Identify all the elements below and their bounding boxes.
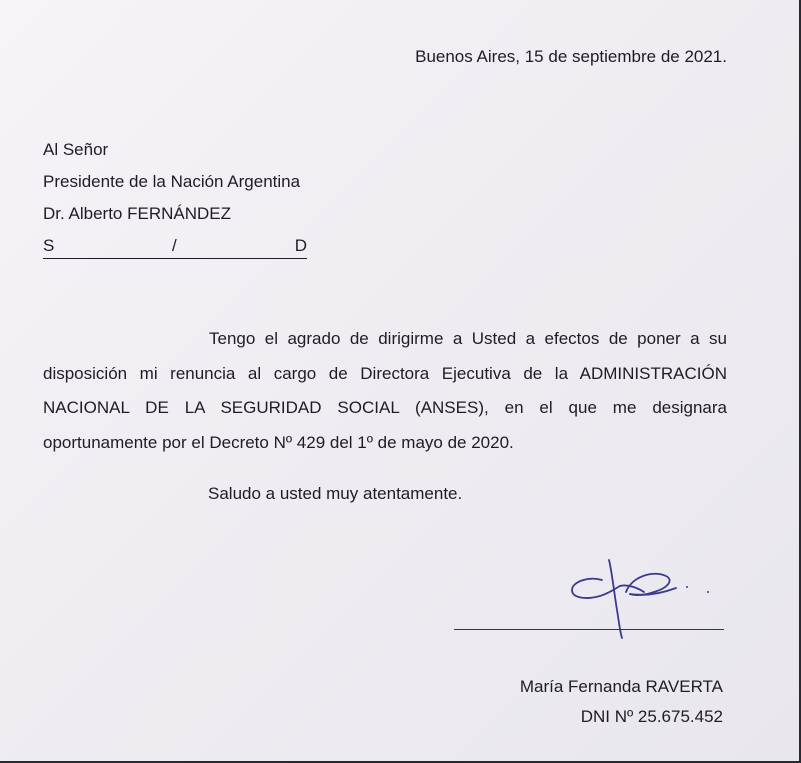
recipient-name: Dr. Alberto FERNÁNDEZ (43, 204, 231, 223)
date-line: Buenos Aires, 15 de septiembre de 2021. (415, 47, 727, 66)
closing-line: Saludo a usted muy atentamente. (208, 484, 463, 503)
sd-d-letter: D (294, 236, 307, 255)
signer-name: María Fernanda RAVERTA (519, 677, 723, 696)
signature-area (454, 552, 726, 642)
recipient-title: Presidente de la Nación Argentina (43, 172, 301, 191)
sd-s-letter: S (43, 236, 55, 255)
sd-slash: / (172, 236, 177, 255)
recipient-salutation: Al Señor (43, 140, 109, 159)
body-paragraph: Tengo el agrado de dirigirme a Usted a efectos de poner a su disposición mi renuncia al cargo de Directora Ejecutiva de la ADMINISTRACIÓN NACIONAL DE LA SEGURIDAD SOCIAL (ANSES), en el que me designara oportunamente por el Decreto Nº 429 del 1º de mayo de 2020. (43, 329, 727, 452)
signature-rule (454, 629, 724, 630)
recipient-block (43, 141, 300, 237)
signer-dni: DNI Nº 25.675.452 (580, 707, 723, 726)
su-despacho-line (43, 237, 307, 259)
